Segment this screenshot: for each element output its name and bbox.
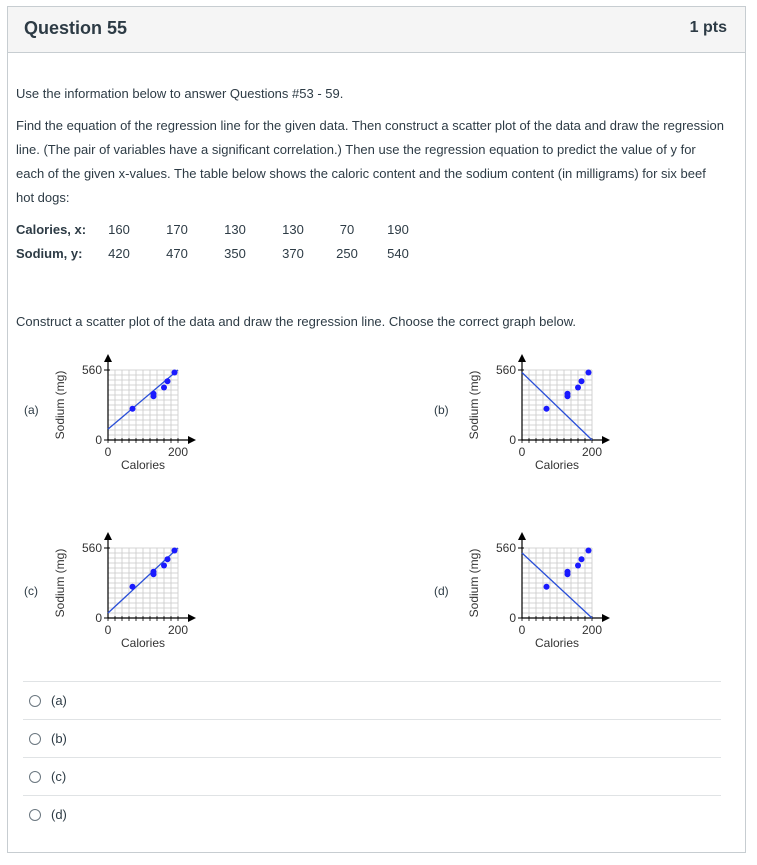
x-tick-label: 200 (581, 623, 603, 637)
x-tick-label: 200 (167, 445, 189, 459)
radio-button[interactable] (29, 733, 41, 745)
scatter-plot-c (46, 526, 216, 654)
data-point (544, 406, 550, 412)
y-value: 350 (224, 246, 246, 261)
y-axis-title: Sodium (mg) (53, 370, 67, 440)
option-label: (a) (51, 693, 67, 708)
data-point (565, 569, 571, 575)
x-axis-title: Calories (534, 636, 580, 650)
radio-button[interactable] (29, 695, 41, 707)
x-axis-title: Calories (534, 458, 580, 472)
y-tick-label: 0 (509, 433, 516, 447)
x-tick-label: 200 (581, 445, 603, 459)
data-point (130, 584, 136, 590)
y-axis-title: Sodium (mg) (53, 548, 67, 618)
y-label: Sodium, y: (16, 246, 83, 261)
data-point (172, 370, 178, 376)
data-point (579, 378, 585, 384)
x-value: 170 (166, 222, 188, 237)
data-point (161, 385, 167, 391)
data-point (165, 378, 171, 384)
y-value: 540 (387, 246, 409, 261)
y-axis-title: Sodium (mg) (467, 370, 481, 440)
question-header (8, 7, 745, 53)
graph-label-b: (b) (434, 403, 449, 417)
x-label: Calories, x: (16, 222, 87, 237)
option-label: (c) (51, 769, 67, 784)
y-axis-arrow (518, 354, 526, 362)
graph-label-c: (c) (24, 584, 38, 598)
x-axis-title: Calories (120, 458, 166, 472)
radio-button[interactable] (29, 771, 41, 783)
question-title: Question 55 (24, 18, 128, 38)
y-tick-label: 0 (95, 433, 102, 447)
data-point (151, 569, 157, 575)
y-axis-arrow (104, 354, 112, 362)
data-point (172, 548, 178, 554)
option-label: (b) (51, 731, 67, 746)
y-value: 470 (166, 246, 188, 261)
x-tick-label: 0 (518, 623, 526, 637)
y-tick-label: 560 (81, 541, 102, 555)
x-tick-label: 0 (104, 445, 112, 459)
data-point (586, 370, 592, 376)
y-axis-arrow (104, 532, 112, 540)
graph-instruction: Construct a scatter plot of the data and draw the regression line. Choose the correct graph below. (16, 314, 577, 329)
intro-text: Use the information below to answer Questions #53 - 59. (16, 86, 344, 101)
scatter-plot-d (460, 526, 630, 654)
x-value: 160 (108, 222, 130, 237)
x-value: 70 (339, 222, 355, 237)
data-point (544, 584, 550, 590)
radio-button[interactable] (29, 809, 41, 821)
y-axis-title: Sodium (mg) (467, 548, 481, 618)
data-point (151, 391, 157, 397)
x-value: 130 (224, 222, 246, 237)
y-tick-label: 0 (509, 611, 516, 625)
data-point (165, 556, 171, 562)
data-point (579, 556, 585, 562)
x-axis-arrow (602, 614, 610, 622)
y-value: 250 (336, 246, 358, 261)
data-point (575, 385, 581, 391)
graph-label-d: (d) (434, 584, 449, 598)
answer-option-d[interactable] (23, 795, 721, 833)
x-tick-label: 0 (104, 623, 112, 637)
x-axis-title: Calories (120, 636, 166, 650)
scatter-plot-a (46, 348, 216, 476)
data-point (586, 548, 592, 554)
graph-label-a: (a) (24, 403, 39, 417)
data-point (161, 563, 167, 569)
y-axis-arrow (518, 532, 526, 540)
y-value: 370 (282, 246, 304, 261)
answer-option-a[interactable] (23, 681, 721, 719)
option-label: (d) (51, 807, 67, 822)
x-value: 130 (282, 222, 304, 237)
x-tick-label: 0 (518, 445, 526, 459)
y-tick-label: 560 (495, 541, 516, 555)
data-point (575, 563, 581, 569)
y-tick-label: 560 (495, 363, 516, 377)
answer-option-b[interactable] (23, 719, 721, 757)
y-tick-label: 560 (81, 363, 102, 377)
data-point (565, 391, 571, 397)
data-point (130, 406, 136, 412)
x-axis-arrow (188, 436, 196, 444)
question-prompt: Find the equation of the regression line for the given data. Then construct a scatter plot of the data and draw the regression line. (The pair of variables have a significant correlation.) Then use the regression equation to predict the value of y for each of the given x-values. The table below shows the caloric content and the sodium content (in milligrams) for six beef hot dogs: (16, 118, 724, 205)
x-axis-arrow (188, 614, 196, 622)
question-points: 1 pts (689, 19, 727, 36)
answer-option-c[interactable] (23, 757, 721, 795)
x-axis-arrow (602, 436, 610, 444)
y-value: 420 (108, 246, 130, 261)
x-value: 190 (387, 222, 409, 237)
y-tick-label: 0 (95, 611, 102, 625)
x-tick-label: 200 (167, 623, 189, 637)
scatter-plot-b (460, 348, 630, 476)
